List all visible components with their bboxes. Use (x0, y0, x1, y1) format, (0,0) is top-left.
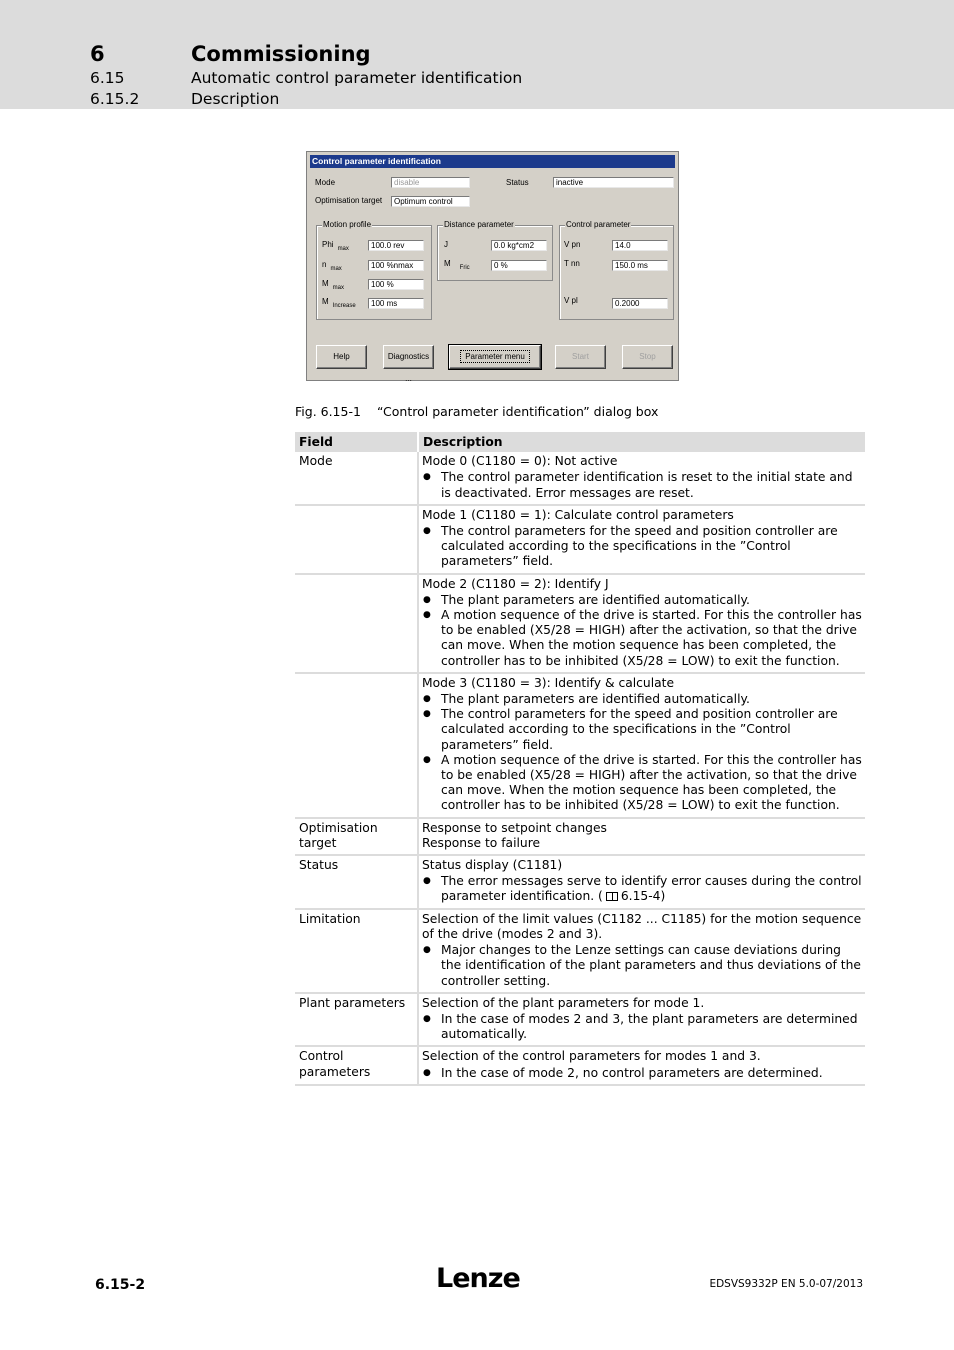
section-title: Automatic control parameter identification (191, 69, 523, 87)
description-head: Selection of the plant parameters for mode 1. (422, 995, 705, 1010)
description-head: Mode 0 (C1180 = 0): Not active (422, 454, 618, 469)
vpn-label: V pn (564, 240, 581, 249)
vpl-label: V pl (564, 296, 578, 305)
table-header-row (295, 432, 865, 452)
description-cell (418, 909, 865, 993)
status-field: inactive (553, 177, 674, 188)
description-head: Response to setpoint changes (422, 820, 607, 835)
n-max-label: n $_{max}$ (322, 260, 342, 272)
vpn-input[interactable]: 14.0 (612, 240, 668, 251)
bullet-item: ● In the case of mode 2, no control parameters are determined. (422, 1066, 862, 1081)
field-cell (295, 574, 418, 673)
description-cell (418, 855, 865, 909)
description-head: Mode 2 (C1180 = 2): Identify J (422, 576, 609, 591)
table-row (295, 574, 865, 673)
control-parameter-title: Control parameter (566, 220, 631, 229)
description-cell (418, 1046, 865, 1084)
page-reference-link[interactable]: 6.15-4) (620, 889, 666, 904)
description-head: Selection of the control parameters for modes 1 and 3. (422, 1049, 761, 1064)
control-parameter-group (559, 220, 674, 320)
field-cell: Status (295, 855, 418, 909)
description-cell (418, 673, 865, 818)
description-cell (418, 818, 865, 855)
chapter-header (0, 0, 954, 109)
description-cell (418, 993, 865, 1047)
distance-parameter-title: Distance parameter (444, 220, 514, 229)
optimisation-target-label: Optimisation target (315, 196, 383, 205)
m-max-input[interactable]: 100 % (368, 279, 424, 290)
lenze-logo: Lenze (436, 1263, 520, 1294)
field-column-header: Field (295, 432, 418, 452)
motion-profile-title: Motion profile (323, 220, 372, 229)
description-head: Mode 1 (C1180 = 1): Calculate control parameters (422, 507, 734, 522)
book-icon (606, 892, 618, 901)
chapter-number: 6 (90, 42, 105, 66)
parameter-menu-button[interactable]: Parameter menu (449, 345, 541, 369)
field-cell: Control parameters (295, 1046, 418, 1084)
subsection-number: 6.15.2 (90, 90, 140, 108)
table-row (295, 1046, 865, 1084)
n-max-input[interactable]: 100 %nmax (368, 260, 424, 271)
bullet-item: ● The plant parameters are identified automatically. (422, 593, 862, 608)
bullet-item: ● A motion sequence of the drive is started. For this the controller has to be enabled (X5/28 = HIGH) after the activation, so that the drive can move. When the motion sequence has been completed, the controller has to be inhibited (X5/28 = LOW) to exit the function. (422, 753, 862, 814)
subsection-title: Description (191, 90, 280, 108)
figure-caption (295, 404, 659, 419)
vpl-input[interactable]: 0.2000 (612, 298, 668, 309)
description-cell (418, 452, 865, 505)
table-row (295, 673, 865, 818)
phi-max-label: Phi $_{max}$ (322, 240, 349, 252)
m-increase-label: M $_{Increase}$ (322, 297, 356, 309)
field-cell (295, 673, 418, 818)
j-input[interactable]: 0.0 kg*cm2 (491, 240, 547, 251)
tnn-input[interactable]: 150.0 ms (612, 260, 668, 271)
bullet-item: ● The control parameters for the speed and position controller are calculated according to the specifications in the ”Control parameters” field. (422, 524, 862, 570)
document-id: EDSVS9332P EN 5.0-07/2013 (709, 1278, 863, 1290)
bullet-item: ● A motion sequence of the drive is started. For this the controller has to be enabled (X5/28 = HIGH) after the activation, so that the drive can move. When the motion sequence has been completed, the controller has to be inhibited (X5/28 = LOW) to exit the function. (422, 608, 862, 669)
tnn-label: T nn (564, 259, 580, 268)
mode-select[interactable]: disable (391, 177, 470, 188)
table-row (295, 452, 865, 505)
description-head-2: Response to failure (422, 835, 541, 850)
page-number: 6.15-2 (95, 1277, 146, 1293)
description-head: Status display (C1181) (422, 858, 563, 873)
figure-number: Fig. 6.15-1 (295, 404, 361, 419)
bullet-item: ● Major changes to the Lenze settings can cause deviations during the identification of the plant parameters and thus deviations of the controller setting. (422, 943, 862, 989)
field-cell: Optimisation target (295, 818, 418, 855)
description-column-header: Description (418, 432, 865, 452)
mode-label: Mode (315, 178, 336, 187)
phi-max-input[interactable]: 100.0 rev (368, 240, 424, 251)
field-cell (295, 505, 418, 574)
help-button[interactable]: Help (316, 345, 367, 369)
start-button[interactable]: Start (555, 345, 606, 369)
table-row (295, 505, 865, 574)
bullet-item: ● The plant parameters are identified automatically. (422, 692, 862, 707)
m-fric-input[interactable]: 0 % (491, 260, 547, 271)
field-cell: Mode (295, 452, 418, 505)
figure-title: “Control parameter identification” dialog box (377, 404, 659, 419)
optimisation-target-select[interactable]: Optimum control (391, 196, 470, 207)
table-row (295, 855, 865, 909)
description-cell (418, 505, 865, 574)
description-cell (418, 574, 865, 673)
control-parameter-dialog (306, 151, 679, 381)
field-cell: Plant parameters (295, 993, 418, 1047)
stop-button[interactable]: Stop (622, 345, 673, 369)
bullet-item: ● The error messages serve to identify error causes during the control parameter identification. ( 6.15-4) (422, 874, 862, 904)
bullet-item: ● The control parameters for the speed and position controller are calculated according to the specifications in the ”Control parameters” field. (422, 707, 862, 753)
description-head: Selection of the limit values (C1182 ... C1185) for the motion sequence of the drive (modes 2 and 3). (422, 911, 862, 941)
bullet-item: ● The control parameter identification is reset to the initial state and is deactivated. Error messages are reset. (422, 470, 862, 500)
m-max-label: M $_{max}$ (322, 279, 345, 291)
section-number: 6.15 (90, 69, 125, 87)
field-cell: Limitation (295, 909, 418, 993)
m-fric-label: M $_{Fric}$ (444, 259, 470, 271)
table-row (295, 909, 865, 993)
distance-parameter-group (437, 220, 553, 281)
description-table (295, 432, 865, 1086)
dialog-title-bar: Control parameter identification (310, 155, 675, 168)
table-row (295, 818, 865, 855)
diagnostics-button[interactable]: Diagnostics ... (383, 345, 434, 369)
description-head: Mode 3 (C1180 = 3): Identify & calculate (422, 675, 675, 690)
chapter-title: Commissioning (191, 42, 371, 66)
m-increase-input[interactable]: 100 ms (368, 298, 424, 309)
motion-profile-group (316, 220, 432, 320)
bullet-item: ● In the case of modes 2 and 3, the plant parameters are determined automatically. (422, 1012, 862, 1042)
j-label: J (444, 240, 448, 249)
status-label: Status (506, 178, 529, 187)
table-row (295, 993, 865, 1047)
